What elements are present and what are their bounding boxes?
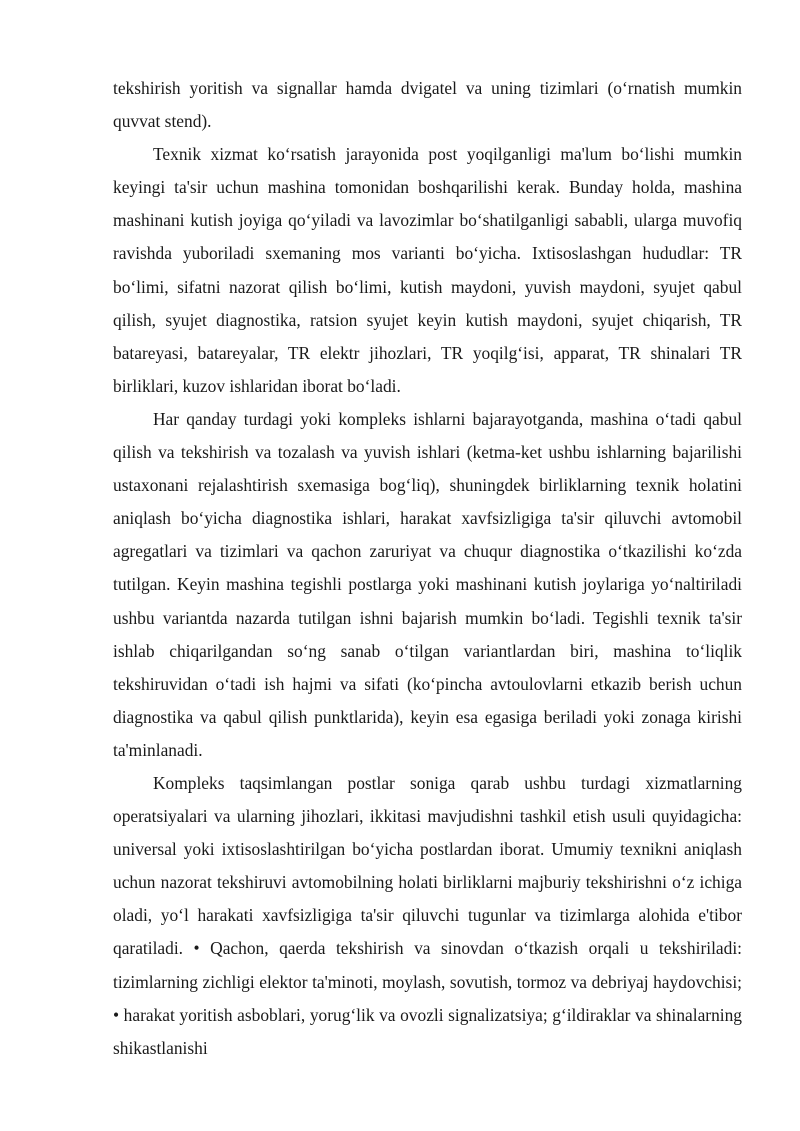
paragraph: Kompleks taqsimlangan postlar soniga qarab ushbu turdagi xizmatlarning operatsiyalari va ularning jihozlari, ikkitasi mavjudishni tashkil etish usuli quyidagicha: universal yoki ixtisoslashtirilgan bo‘yicha postlardan iborat. Umumiy texnikni aniqlash uchun nazorat tekshiruvi avtomobilning holati birliklarni majburiy tekshirishni o‘z ichiga oladi, yo‘l harakati xavfsizligiga ta'sir qiluvchi tugunlar va tizimlarga alohida e'tibor qaratiladi. • Qachon, qaerda tekshirish va sinovdan o‘tkazish orqali u tekshiriladi: tizimlarning zichligi elektor ta'minoti, moylash, sovutish, tormoz va debriyaj haydovchisi; • harakat yoritish asboblari, yorug‘lik va ovozli signalizatsiya; g‘ildiraklar va shinalarning shikastlanishi [113, 772, 742, 1058]
paragraph: Har qanday turdagi yoki kompleks ishlarni bajarayotganda, mashina o‘tadi qabul qilish va tekshirish va tozalash va yuvish ishlari (ketma-ket ushbu ishlarning bajarilishi ustaxonani rejalashtirish sxemasiga bog‘liq), shuningdek birliklarning texnik holatini aniqlash bo‘yicha diagnostika ishlari, harakat xavfsizligiga ta'sir qiluvchi avtomobil agregatlari va tizimlari va qachon zaruriyat va chuqur diagnostika o‘tkazilishi ko‘zda tutilgan. Keyin mashina tegishli postlarga yoki mashinani kutish joylariga yo‘naltiriladi ushbu variantda nazarda tutilgan ishni bajarish mumkin bo‘ladi. Tegishli texnik ta'sir ishlab chiqarilgandan so‘ng sanab o‘tilgan variantlardan biri, mashina to‘liqlik tekshiruvidan o‘tadi ish hajmi va sifati (ko‘pincha avtoulovlarni etkazib berish uchun diagnostika va qabul qilish punktlarida), keyin esa egasiga beriladi yoki zonaga kirishi ta'minlanadi. [113, 408, 742, 760]
document-body [113, 72, 742, 1065]
paragraph-continuation: tekshirish yoritish va signallar hamda dvigatel va uning tizimlari (o‘rnatish mumkin quvvat stend). [113, 78, 742, 132]
paragraph: Texnik xizmat ko‘rsatish jarayonida post yoqilganligi ma'lum bo‘lishi mumkin keyingi ta'sir uchun mashina tomonidan boshqarilishi kerak. Bunday holda, mashina mashinani kutish joyiga qo‘yiladi va lavozimlar bo‘shatilganligi sababli, ularga muvofiq ravishda yuboriladi sxemaning mos varianti bo‘yicha. Ixtisoslashgan hududlar: TR bo‘limi, sifatni nazorat qilish bo‘limi, kutish maydoni, yuvish maydoni, syujet qabul qilish, syujet diagnostika, ratsion syujet keyin kutish maydoni, syujet chiqarish, TR batareyasi, batareyalar, TR elektr jihozlari, TR yoqilg‘isi, apparat, TR shinalari TR birliklari, kuzov ishlaridan iborat bo‘ladi. [113, 144, 742, 396]
